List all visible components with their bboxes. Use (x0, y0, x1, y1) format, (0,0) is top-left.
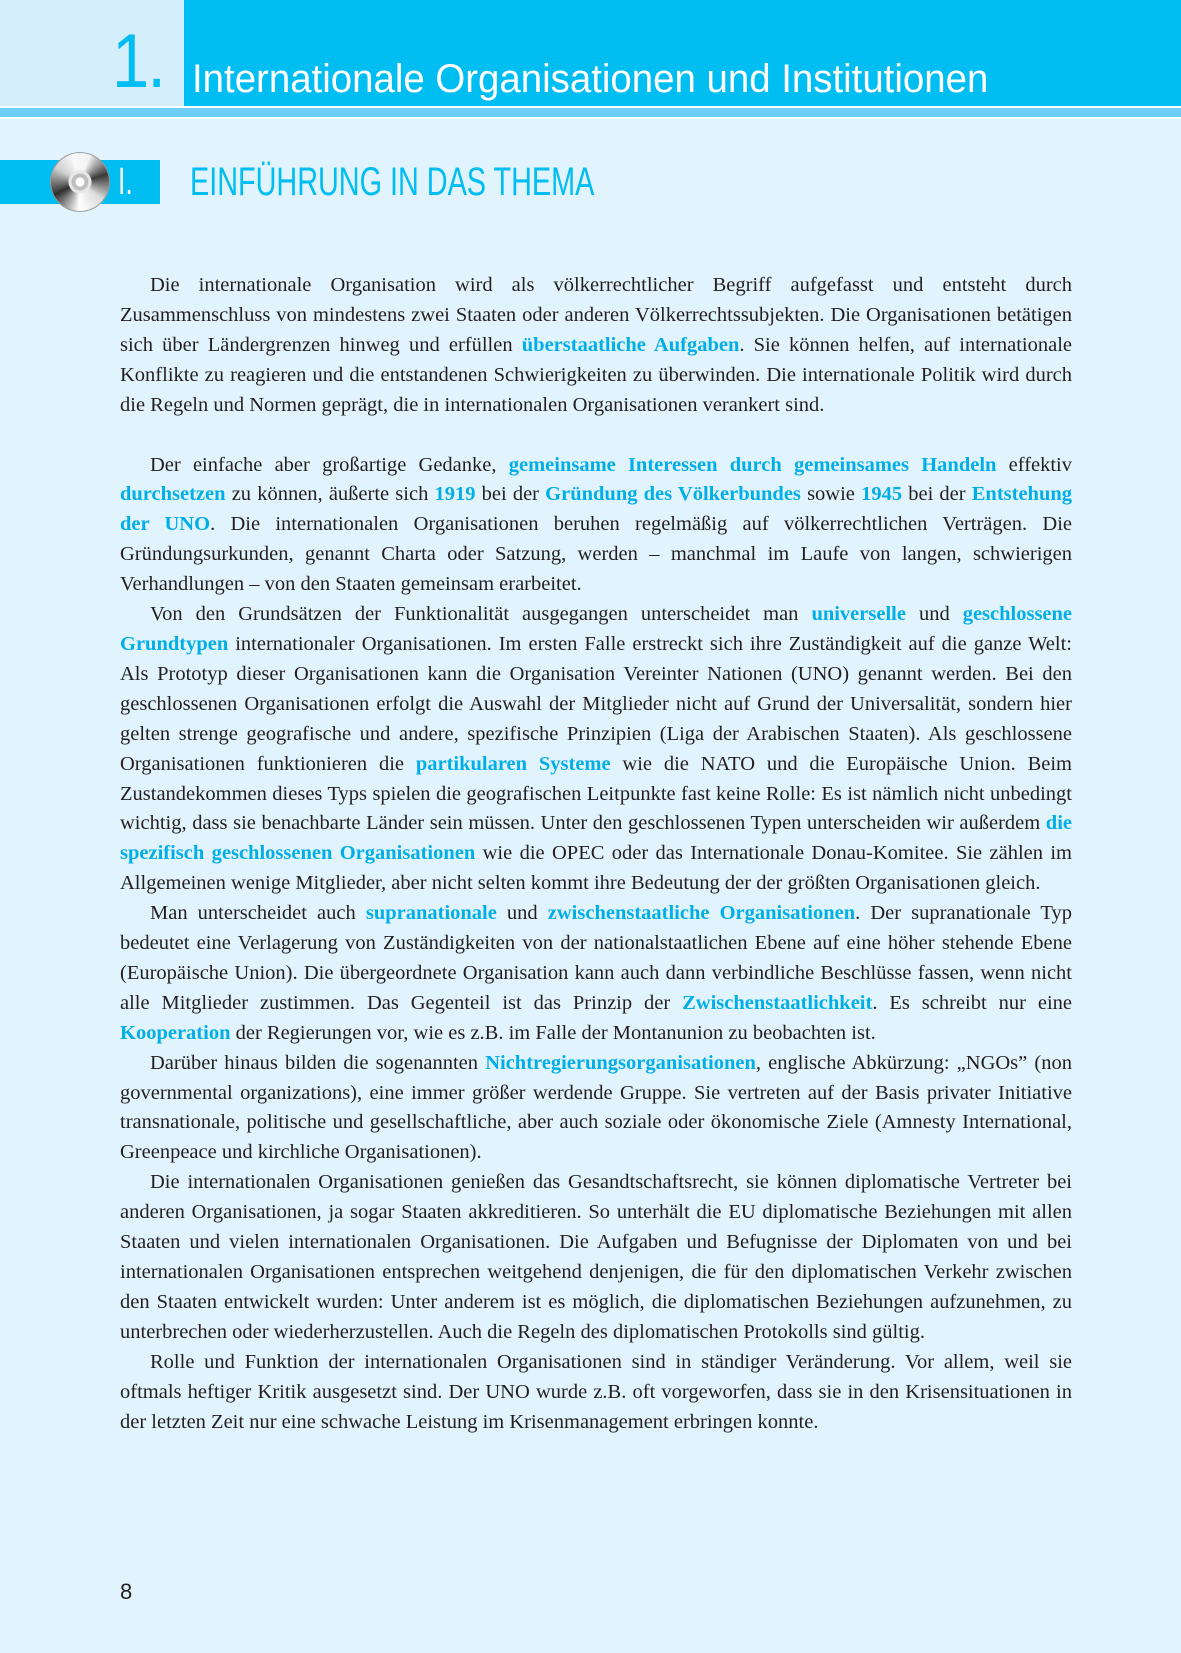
highlighted-term: 1919 (434, 483, 476, 506)
text-run: , englische Abkürzung: „NGOs” (non governmental organizations), eine immer größer werdende Gruppe. Sie vertreten auf der Basis privater Initiative transnationale, politische und gesellschaftliche, aber auch soziale oder ökonomische Ziele (Amnesty International, Greenpeace und kirchliche Organisationen). (120, 1051, 1072, 1164)
highlighted-term: Kooperation (120, 1021, 231, 1044)
text-run: wie die OPEC oder das Internationale Donau-Komitee. Sie zählen im Allgemeinen wenige Mitglieder, aber nicht selten kommt ihre Bedeutung der der größten Organisationen gleich. (120, 842, 1072, 895)
text-run: Darüber hinaus bilden die sogenannten (150, 1051, 486, 1074)
highlighted-term: überstaatliche Aufgaben (521, 333, 740, 356)
highlighted-term: zwischenstaatliche Organisationen (547, 902, 856, 925)
highlighted-term: supranationale (365, 902, 497, 925)
paragraph (120, 899, 1072, 1049)
highlighted-term: universelle (811, 603, 906, 626)
highlighted-term: gemeinsame Interessen durch gemeinsames Handeln (508, 453, 997, 476)
text-run: . Die internationalen Organisationen beruhen regelmäßig auf völkerrechtlichen Verträgen. Die Gründungsurkunden, genannt Charta oder Satzung, werden – manchmal im Laufe von langen, schwierigen Verhandlungen – von den Staaten gemeinsam erarbeitet. (120, 513, 1072, 596)
highlighted-term: 1945 (861, 483, 903, 506)
header-stripe (0, 108, 1181, 117)
paragraph (120, 1168, 1072, 1347)
highlighted-term: durchsetzen (120, 483, 226, 506)
page-number: 8 (120, 1579, 133, 1604)
header-divider (0, 117, 1181, 119)
paragraph (120, 1348, 1072, 1438)
highlighted-term: Nichtregierungsorganisationen (485, 1051, 756, 1074)
section-title: EINFÜHRUNG IN DAS THEMA (190, 160, 595, 204)
text-run: bei der (475, 483, 546, 506)
paragraph (120, 600, 1072, 899)
chapter-title: Internationale Organisationen und Institutionen (192, 57, 989, 101)
highlighted-term: die spezifisch geschlossenen Organisationen (120, 812, 1072, 865)
highlighted-term: Zwischenstaatlichkeit (682, 991, 873, 1014)
text-run: und (496, 902, 548, 925)
text-run: internationaler Organisationen. Im ersten Falle erstreckt sich ihre Zuständigkeit auf die ganze Welt: Als Prototyp dieser Organisationen kann die Organisation Vereinter Nationen (UNO) genannt werden. Bei den geschlossenen Organisationen erfolgt die Auswahl der Mitglieder nicht auf Grund der Universalität, sondern hier gelten strenge geografische und andere, spezifische Prinzipien (Liga der Arabischen Staaten). Als geschlossene Organisationen funktionieren die (120, 632, 1072, 775)
paragraph (120, 271, 1072, 421)
text-run: bei der (902, 483, 972, 506)
chapter-number: 1. (112, 19, 165, 104)
text-run: der Regierungen vor, wie es z.B. im Falle der Montanunion zu beobachten ist. (230, 1021, 876, 1044)
text-run: Die internationalen Organisationen genießen das Gesandtschaftsrecht, sie können diplomatische Vertreter bei anderen Organisationen, ja sogar Staaten akkreditieren. So unterhält die EU diplomatische Beziehungen mit allen Staaten und vielen internationalen Organisationen. Die Aufgaben und Befugnisse der Diplomaten von und bei internationalen Organisationen entsprechen weitgehend denjenigen, die für den diplomatischen Verkehr zwischen den Staaten entwickelt wurden: Unter anderem ist es möglich, die diplomatischen Beziehungen aufzunehmen, zu unterbrechen oder wiederherzustellen. Auch die Regeln des diplomatischen Protokolls sind gültig. (120, 1171, 1072, 1343)
highlighted-term: Gründung des Völkerbundes (545, 483, 801, 506)
text-run: Rolle und Funktion der internationalen Organisationen sind in ständiger Veränderung. Vor allem, weil sie oftmals heftiger Kritik ausgesetzt sind. Der UNO wurde z.B. oft vorgeworfen, dass sie in den Krisensituationen in der letzten Zeit nur eine schwache Leistung im Krisenmanagement erbringen konnte. (120, 1350, 1072, 1433)
text-run: Von den Grundsätzen der Funktionalität ausgegangen unterscheidet man (150, 603, 812, 626)
highlighted-term: partikularen Systeme (415, 752, 611, 775)
text-run: Man unterscheidet auch (150, 902, 366, 925)
text-run: Die internationale Organisation wird als völkerrechtlicher Begriff aufgefasst und entsteht durch Zusammenschluss von mindestens zwei Staaten oder anderen Völkerrechtssubjekten. Die Organisationen betätigen sich über Ländergrenzen hinweg und erfüllen (120, 274, 1072, 356)
paragraph (120, 1049, 1072, 1169)
cd-disc-icon (50, 152, 110, 212)
text-run: . Es schreibt nur eine (872, 991, 1072, 1014)
text-run: Der einfache aber großartige Gedanke, (150, 453, 509, 476)
text-run: sowie (800, 483, 862, 506)
section-number: I. (118, 161, 133, 203)
text-run: effektiv (996, 453, 1073, 476)
text-run: und (905, 603, 963, 626)
text-run: wie die NATO und die Europäische Union. Beim Zustandekommen dieses Typs spielen die geografischen Leitpunkte fast keine Rolle: Es ist nämlich nicht unbedingt wichtig, dass sie benachbarte Länder sein müssen. Unter den geschlossenen Typen unterscheiden wir außerdem (120, 752, 1072, 835)
highlighted-term: Entstehung der UNO (120, 483, 1073, 536)
highlighted-term: geschlossene Grundtypen (120, 603, 1073, 655)
paragraph (120, 451, 1072, 601)
text-run: zu können, äußerte sich (225, 483, 435, 506)
text-run: . Der supranationale Typ bedeutet eine Verlagerung von Zuständigkeiten von der nationalstaatlichen Ebene auf eine höher stehende Ebene (Europäische Union). Die übergeordnete Organisation kann auch dann verbindliche Beschlüsse fassen, wenn nicht alle Mitglieder zustimmen. Das Gegenteil ist das Prinzip der (120, 902, 1073, 1014)
text-run: . Sie können helfen, auf internationale Konflikte zu reagieren und die entstandenen Schwierigkeiten zu überwinden. Die internationale Politik wird durch die Regeln und Normen geprägt, die in internationalen Organisationen verankert sind. (120, 333, 1072, 416)
body-text (120, 271, 1072, 1437)
